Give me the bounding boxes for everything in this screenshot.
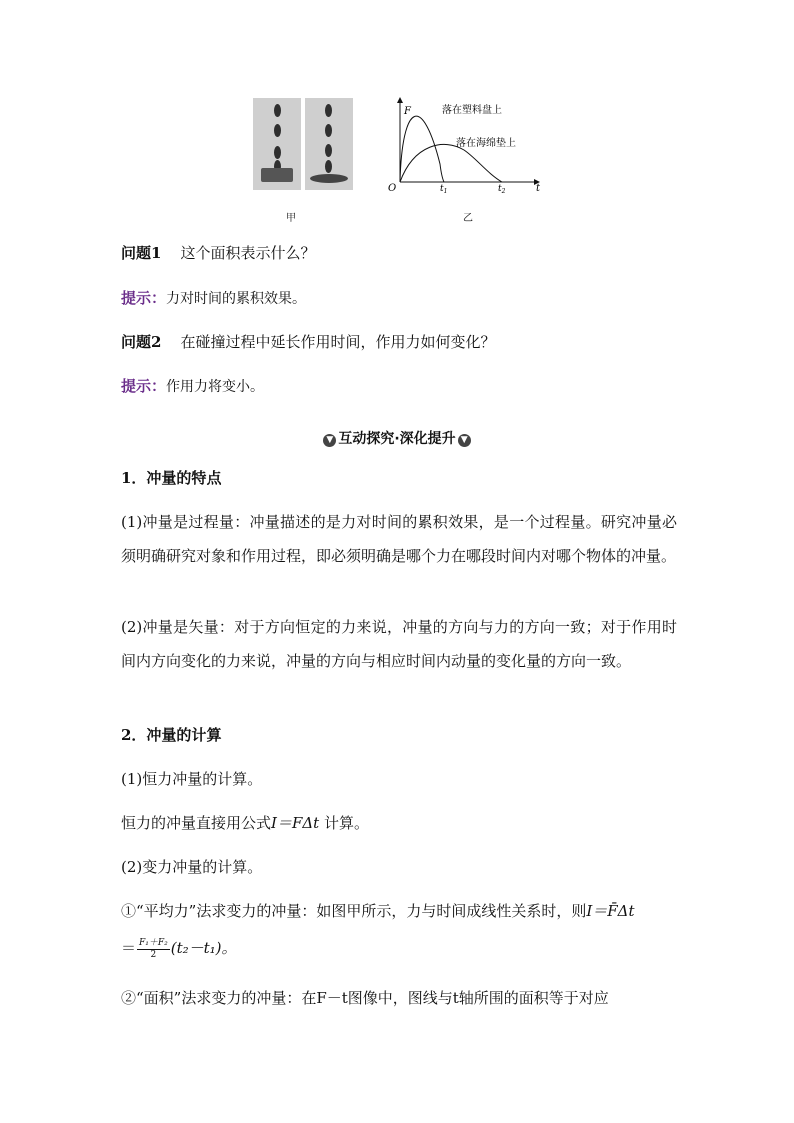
fraction-denominator: 2 — [150, 949, 157, 960]
chevron-down-icon: ▼ — [323, 434, 336, 447]
sponge-pad-image — [310, 174, 348, 183]
caption-left: 甲 — [286, 213, 296, 224]
hint-2 — [121, 376, 264, 397]
hint-2-text: 作用力将变小。 — [166, 379, 265, 395]
egg-image — [274, 104, 281, 117]
egg-image — [274, 146, 281, 159]
curve-sponge — [400, 144, 502, 182]
hint-1-label: 提示： — [121, 289, 167, 307]
time-interval: (t₂－t₁)。 — [170, 939, 237, 957]
hint-1-text: 力对时间的累积效果。 — [166, 291, 307, 307]
paragraph-impulse-vector: (2)冲量是矢量：对于方向恒定的力来说，冲量的方向与力的方向一致；对于作用时间内方向变化的力来说，冲量的方向与相应时间内动量的变化量的方向一致。 — [121, 618, 677, 670]
question-1-text: 这个面积表示什么？ — [180, 244, 316, 262]
paragraph-area-method: ②“面积”法求变力的冲量：在F－t图像中，图线与t轴所围的面积等于对应 — [121, 989, 609, 1007]
egg-image — [274, 124, 281, 137]
heading-impulse-features: 1．冲量的特点 — [121, 469, 222, 487]
paragraph-constant-force: (1)恒力冲量的计算。 — [121, 770, 263, 788]
question-2 — [121, 332, 496, 352]
formula-average-force: I＝F̄Δt — [586, 902, 635, 920]
question-2-label: 问题2 — [121, 333, 162, 351]
force-time-graph — [384, 94, 550, 194]
paragraph-average-force-formula — [121, 935, 237, 961]
plastic-tray-image — [261, 168, 293, 182]
section-banner — [0, 428, 794, 448]
hint-2-label: 提示： — [121, 377, 167, 395]
formula-impulse: I＝FΔt — [271, 814, 320, 832]
egg-image — [325, 124, 332, 137]
fraction-numerator: F₁＋F₂ — [139, 937, 168, 948]
equals-sign: ＝ — [121, 939, 137, 957]
egg-image — [325, 160, 332, 173]
curve-sponge-label: 落在海绵垫上 — [456, 138, 516, 149]
fraction — [137, 938, 170, 961]
section-banner-title: 互动探究·深化提升 — [338, 431, 456, 447]
formula-outro: 计算。 — [324, 814, 370, 832]
egg-image — [325, 144, 332, 157]
t2-label: $t_2$ — [498, 184, 506, 194]
y-axis-arrow — [397, 97, 403, 103]
curve-plastic — [400, 116, 444, 182]
x-axis-label: t — [536, 183, 541, 194]
figure — [250, 94, 550, 224]
formula-intro: 恒力的冲量直接用公式 — [121, 814, 272, 832]
photo-plastic-tray — [253, 98, 301, 190]
hint-1 — [121, 288, 306, 309]
average-force-text: ①“平均力”法求变力的冲量：如图甲所示，力与时间成线性关系时，则 — [121, 902, 587, 920]
caption-right: 乙 — [463, 213, 473, 224]
t1-label: $t_1$ — [440, 184, 448, 194]
paragraph-variable-force: (2)变力冲量的计算。 — [121, 858, 263, 876]
egg-image — [325, 104, 332, 117]
paragraph-average-force — [121, 901, 635, 921]
paragraph-constant-force-formula — [121, 813, 369, 833]
heading-impulse-calculation: 2．冲量的计算 — [121, 726, 222, 744]
paragraph-impulse-process: (1)冲量是过程量：冲量描述的是力对时间的累积效果，是一个过程量。研究冲量必须明确研究对象和作用过程，即必须明确是哪个力在哪段时间内对哪个物体的冲量。 — [121, 513, 677, 565]
question-2-text: 在碰撞过程中延长作用时间，作用力如何变化？ — [180, 333, 496, 351]
chevron-down-icon: ▼ — [458, 434, 471, 447]
curve-plastic-label: 落在塑料盘上 — [442, 105, 502, 116]
y-axis-label: F — [404, 106, 411, 117]
question-1 — [121, 243, 316, 263]
photo-sponge-pad — [305, 98, 353, 190]
question-1-label: 问题1 — [121, 244, 162, 262]
origin-label: O — [388, 183, 397, 194]
